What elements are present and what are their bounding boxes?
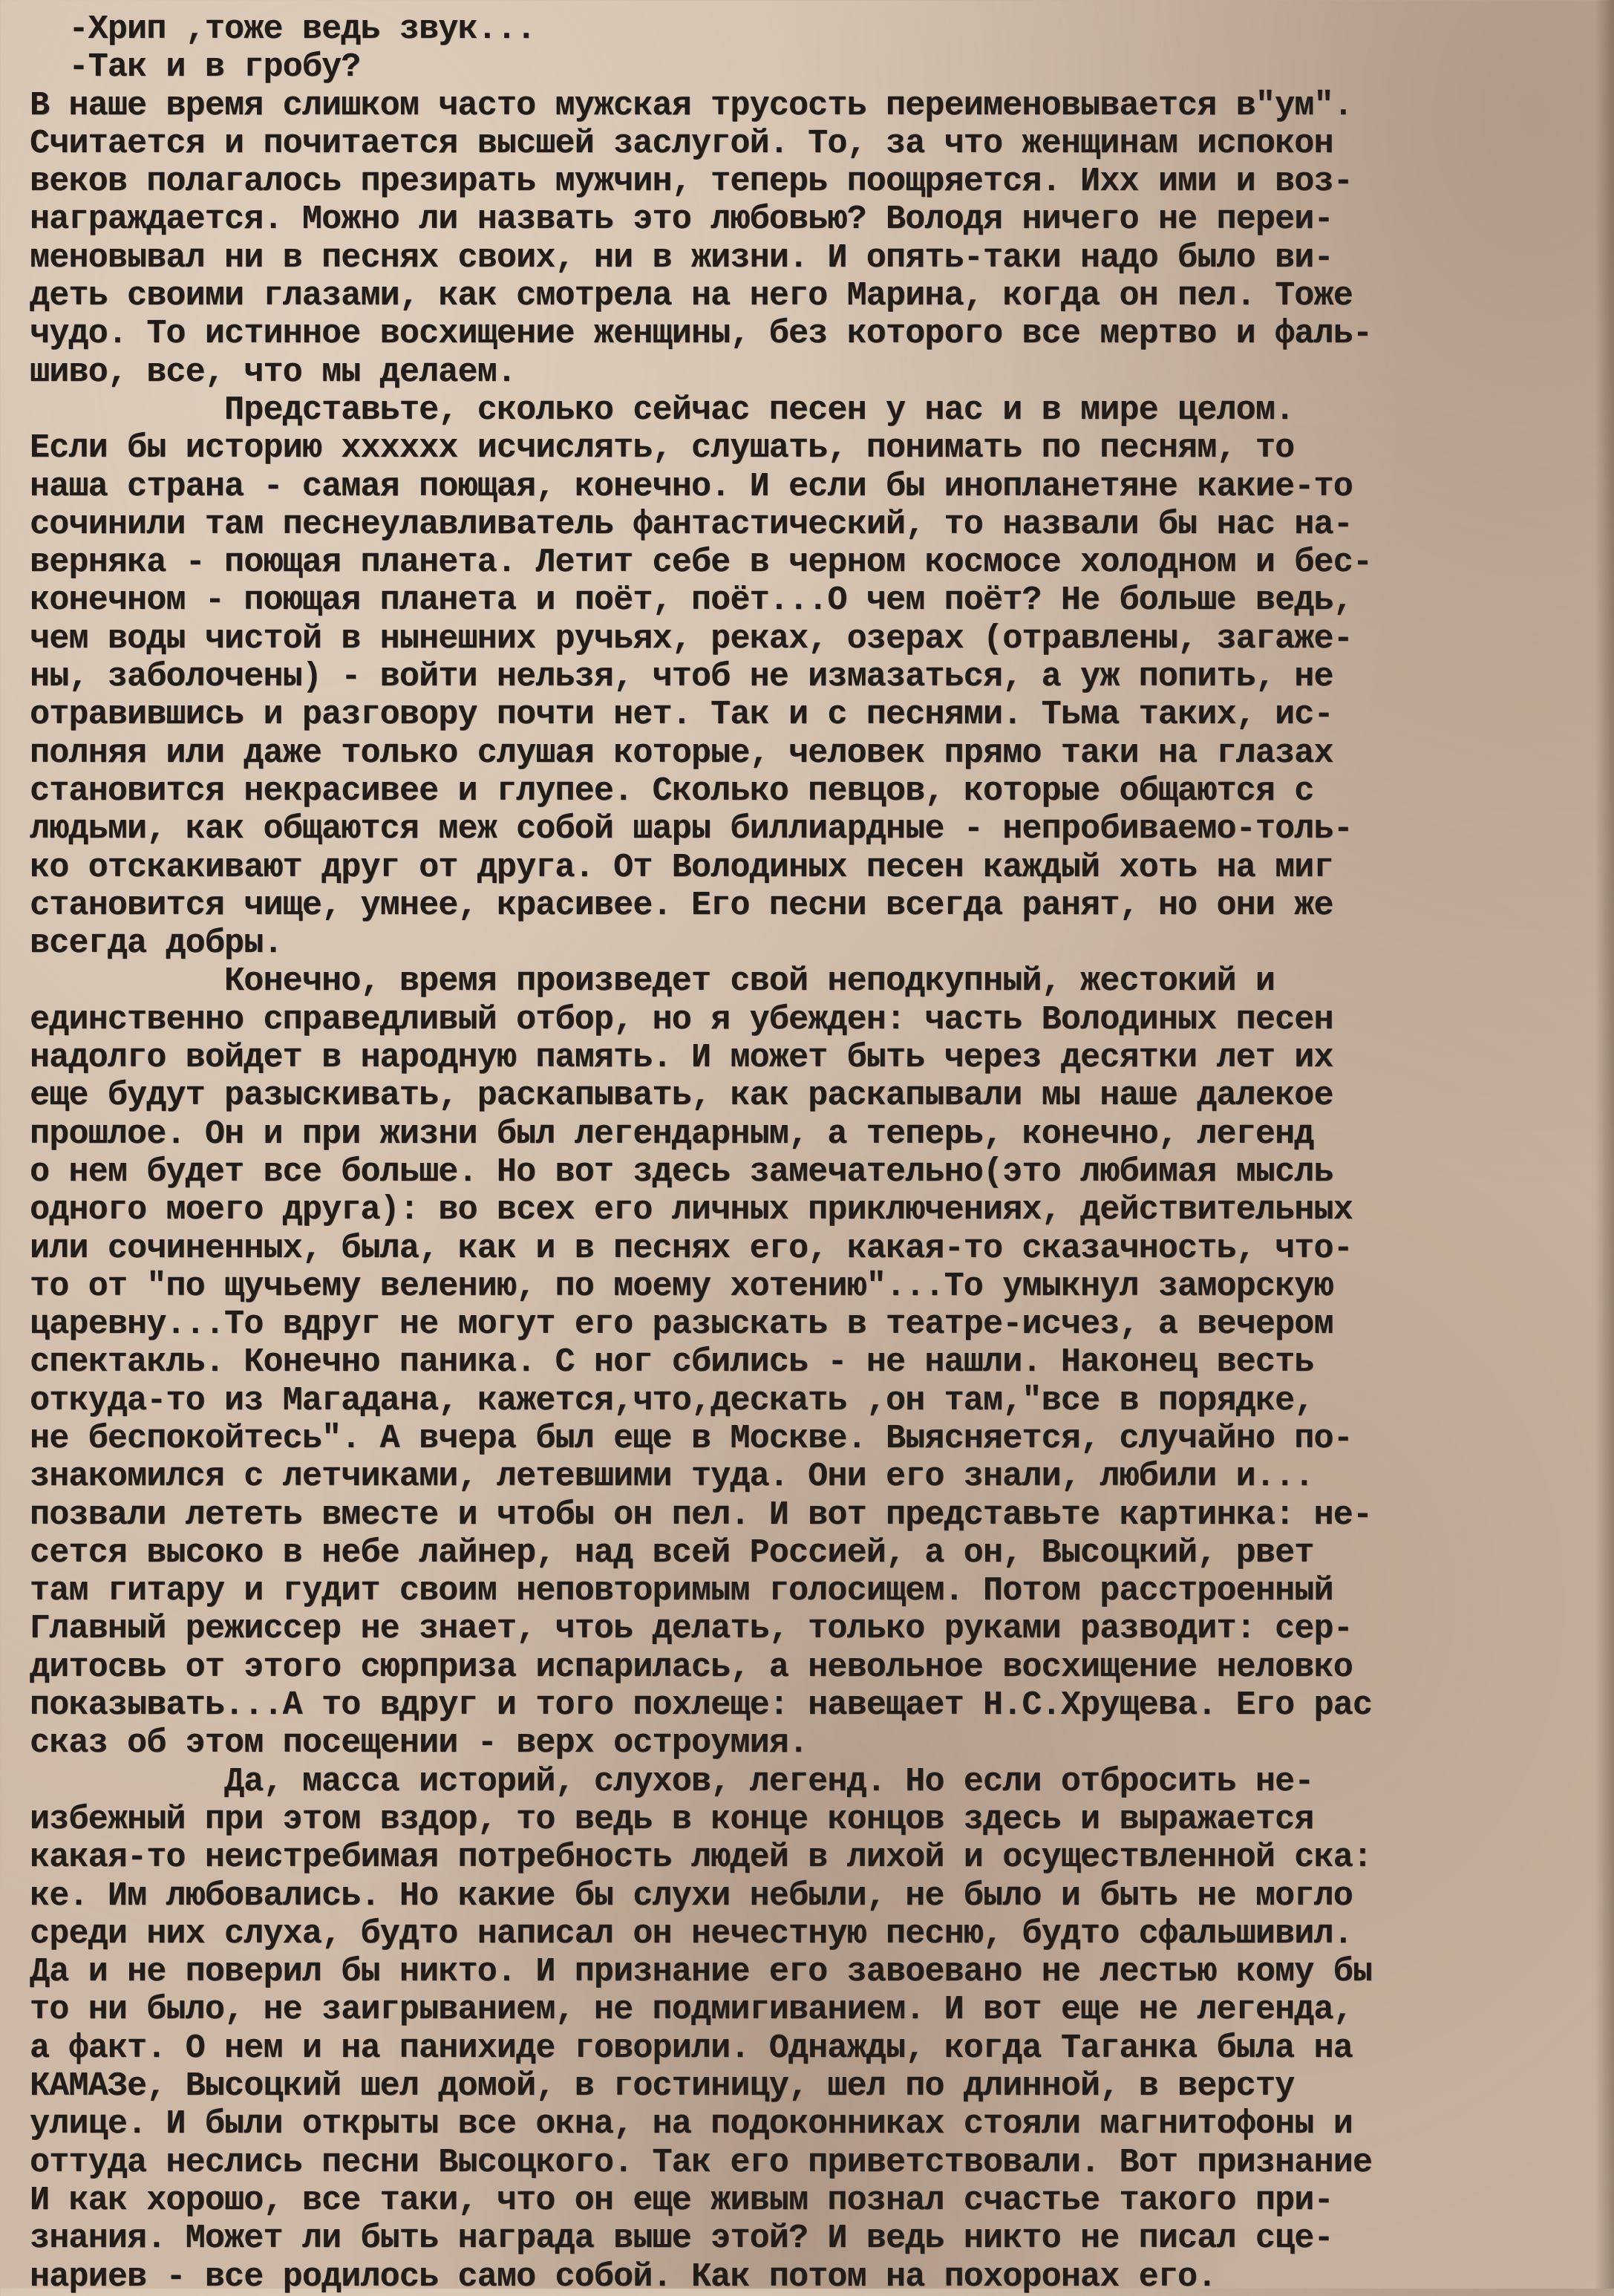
text-line: сказ об этом посещении - верх остроумия. [30,1724,808,1763]
text-line: ко отскакивают друг от друга. От Володиных песен каждый хоть на миг [30,848,1333,887]
text-line: людьми, как общаются меж собой шары биллиардные - непробиваемо-толь- [30,810,1353,849]
text-line: отравившись и разговору почти нет. Так и с песнями. Тьма таких, ис- [30,696,1333,734]
text-line: не беспокойтесь". А вчера был еще в Москве. Выясняется, случайно по- [30,1419,1353,1458]
text-line: знания. Может ли быть награда выше этой? И ведь никто не писал сце- [30,2220,1333,2258]
text-line: верняка - поющая планета. Летит себе в черном космосе холодном и бес- [30,544,1373,582]
text-line: показывать...А то вдруг и того похлеще: навещает Н.С.Хрущева. Его рас [30,1686,1373,1725]
text-line: царевну...То вдруг не могут его разыскать в театре-исчез, а вечером [30,1305,1333,1344]
text-line: Представьте, сколько сейчас песен у нас и в мире целом. [30,391,1295,429]
text-line: там гитару и гудит своим неповторимым голосищем. Потом расстроенный [30,1572,1333,1611]
text-line: деть своими глазами, как смотрела на него Марина, когда он пел. Тоже [30,277,1353,316]
text-line: полняя или даже только слушая которые, человек прямо таки на глазах [30,734,1333,772]
text-line: то от "по щучьему велению, по моему хотению"...То умыкнул заморскую [30,1267,1333,1305]
text-line: какая-то неистребимая потребность людей в лихой и осуществленной ска: [30,1839,1373,1877]
text-line: а факт. О нем и на панихиде говорили. Однажды, когда Таганка была на [30,2029,1353,2067]
text-line: всегда добры. [30,924,283,963]
text-line: Главный режиссер не знает, чтоь делать, только руками разводит: сер- [30,1610,1353,1648]
text-line: Конечно, время произведет свой неподкупный, жестокий и [30,962,1275,1001]
text-line: сется высоко в небе лайнер, над всей Россией, а он, Высоцкий, рвет [30,1533,1314,1572]
text-line: -Так и в гробу? [30,48,361,87]
text-line: оттуда неслись песни Высоцкого. Так его приветствовали. Вот признание [30,2143,1373,2182]
text-line: или сочиненных, была, как и в песнях его, какая-то сказачность, что- [30,1229,1353,1268]
text-line: откуда-то из Магадана, кажется,что,дескать ,он там,"все в порядке, [30,1381,1314,1420]
text-line: шиво, все, что мы делаем. [30,353,517,391]
text-line: одного моего друга): во всех его личных приключениях, действительных [30,1191,1353,1230]
text-line: единственно справедливый отбор, но я убежден: часть Володиных песен [30,1000,1333,1039]
text-line: нариев - все родилось само собой. Как потом на похоронах его. [30,2257,1217,2296]
text-line: среди них слуха, будто написал он нечестную песню, будто сфальшивил. [30,1914,1353,1953]
text-line: прошлое. Он и при жизни был легендарным, а теперь, конечно, легенд [30,1115,1314,1153]
text-line: Если бы историю хххххх исчислять, слушать, понимать по песням, то [30,429,1295,468]
text-line: В наше время слишком часто мужская трусость переименовывается в"ум". [30,86,1353,125]
text-line: позвали лететь вместе и чтобы он пел. И вот представьте картинка: не- [30,1496,1373,1534]
text-line: избежный при этом вздор, то ведь в конце концов здесь и выражается [30,1800,1314,1839]
text-line: КАМАЗе, Высоцкий шел домой, в гостиницу, шел по длинной, в версту [30,2067,1295,2106]
text-line: наша страна - самая поющая, конечно. И если бы инопланетяне какие-то [30,467,1353,506]
page-text [30,10,1596,2296]
text-line: то ни было, не заигрыванием, не подмигиванием. И вот еще не легенда, [30,1991,1353,2029]
text-line: знакомился с летчиками, летевшими туда. Они его знали, любили и... [30,1458,1314,1496]
text-line: И как хорошо, все таки, что он еще живым познал счастье такого при- [30,2181,1333,2220]
text-line: чем воды чистой в нынешних ручьях, реках, озерах (отравлены, загаже- [30,619,1353,658]
text-line: -Хрип ,тоже ведь звук... [30,10,536,48]
text-line: надолго войдет в народную память. И может быть через десятки лет их [30,1039,1333,1077]
text-line: чудо. То истинное восхищение женщины, без которого все мертво и фаль- [30,315,1373,353]
text-line: спектакль. Конечно паника. С ног сбились - не нашли. Наконец весть [30,1343,1314,1382]
text-line: награждается. Можно ли назвать это любовью? Володя ничего не переи- [30,200,1333,239]
text-line: становится чище, умнее, красивее. Его песни всегда ранят, но они же [30,886,1333,924]
text-line: ны, заболочены) - войти нельзя, чтоб не измазаться, а уж попить, не [30,658,1333,697]
text-line: становится некрасивее и глупее. Сколько певцов, которые общаются с [30,772,1314,810]
text-line: конечном - поющая планета и поёт, поёт...О чем поёт? Не больше ведь, [30,581,1353,620]
text-line: сочинили там песнеулавливатель фантастический, то назвали бы нас на- [30,505,1353,544]
text-line: меновывал ни в песнях своих, ни в жизни. И опять-таки надо было ви- [30,238,1333,277]
text-line: веков полагалось презирать мужчин, теперь поощряется. Ихх ими и воз- [30,163,1353,201]
text-line: еще будут разыскивать, раскапывать, как раскапывали мы наше далекое [30,1077,1333,1115]
text-line: улице. И были открыты все окна, на подоконниках стояли магнитофоны и [30,2105,1353,2144]
text-line: Да, масса историй, слухов, легенд. Но если отбросить не- [30,1762,1314,1801]
text-line: Да и не поверил бы никто. И признание его завоевано не лестью кому бы [30,1953,1373,1992]
text-line: Считается и почитается высшей заслугой. То, за что женщинам испокон [30,124,1333,163]
text-line: ке. Им любовались. Но какие бы слухи небыли, не было и быть не могло [30,1876,1353,1915]
text-line: о нем будет все больше. Но вот здесь замечательно(это любимая мысль [30,1152,1333,1191]
text-line: дитосвь от этого сюрприза испарилась, а невольное восхищение неловко [30,1648,1353,1686]
